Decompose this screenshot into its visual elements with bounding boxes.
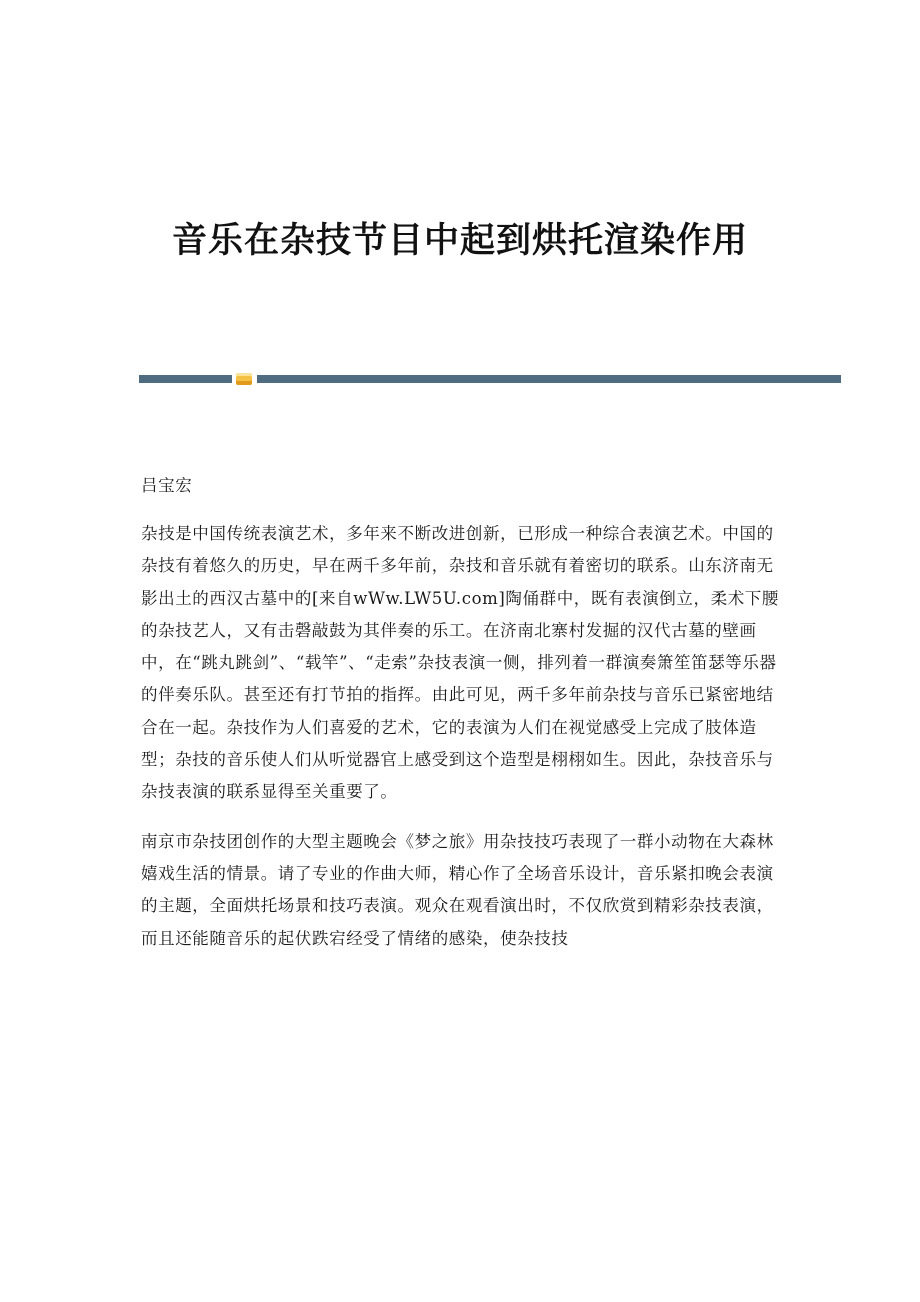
title-divider-right [257,375,841,383]
paragraph: 杂技是中国传统表演艺术，多年来不断改进创新，已形成一种综合表演艺术。中国的杂技有着悠久的历史，早在两千多年前，杂技和音乐就有着密切的联系。山东济南无影出土的西汉古墓中的[来自wWw.LW5U.com]陶俑群中，既有表演倒立，柔术下腰的杂技艺人，又有击磬敲鼓为其伴奏的乐工。在济南北寨村发掘的汉代古墓的壁画中，在“跳丸跳剑”、“载竿”、“走索”杂技表演一侧，排列着一群演奏箫笙笛瑟等乐器的伴奏乐队。甚至还有打节拍的指挥。由此可见，两千多年前杂技与音乐已紧密地结合在一起。杂技作为人们喜爱的艺术，它的表演为人们在视觉感受上完成了肢体造型；杂技的音乐使人们从听觉器官上感受到这个造型是栩栩如生。因此，杂技音乐与杂技表演的联系显得至关重要了。 [141,524,780,802]
page-title: 音乐在杂技节目中起到烘托渲染作用 [171,221,748,261]
author-name: 吕宝宏 [141,476,193,495]
paragraph: 南京市杂技团创作的大型主题晚会《梦之旅》用杂技技巧表现了一群小动物在大森林嬉戏生活的情景。请了专业的作曲大师，精心作了全场音乐设计，音乐紧扣晚会表演的主题，全面烘托场景和技巧表演。观众在观看演出时，不仅欣赏到精彩杂技表演，而且还能随音乐的起伏跌宕经受了情绪的感染，使杂技技 [141,831,774,948]
title-divider-left [139,375,232,383]
document-icon [236,373,252,385]
article-body [141,470,781,972]
